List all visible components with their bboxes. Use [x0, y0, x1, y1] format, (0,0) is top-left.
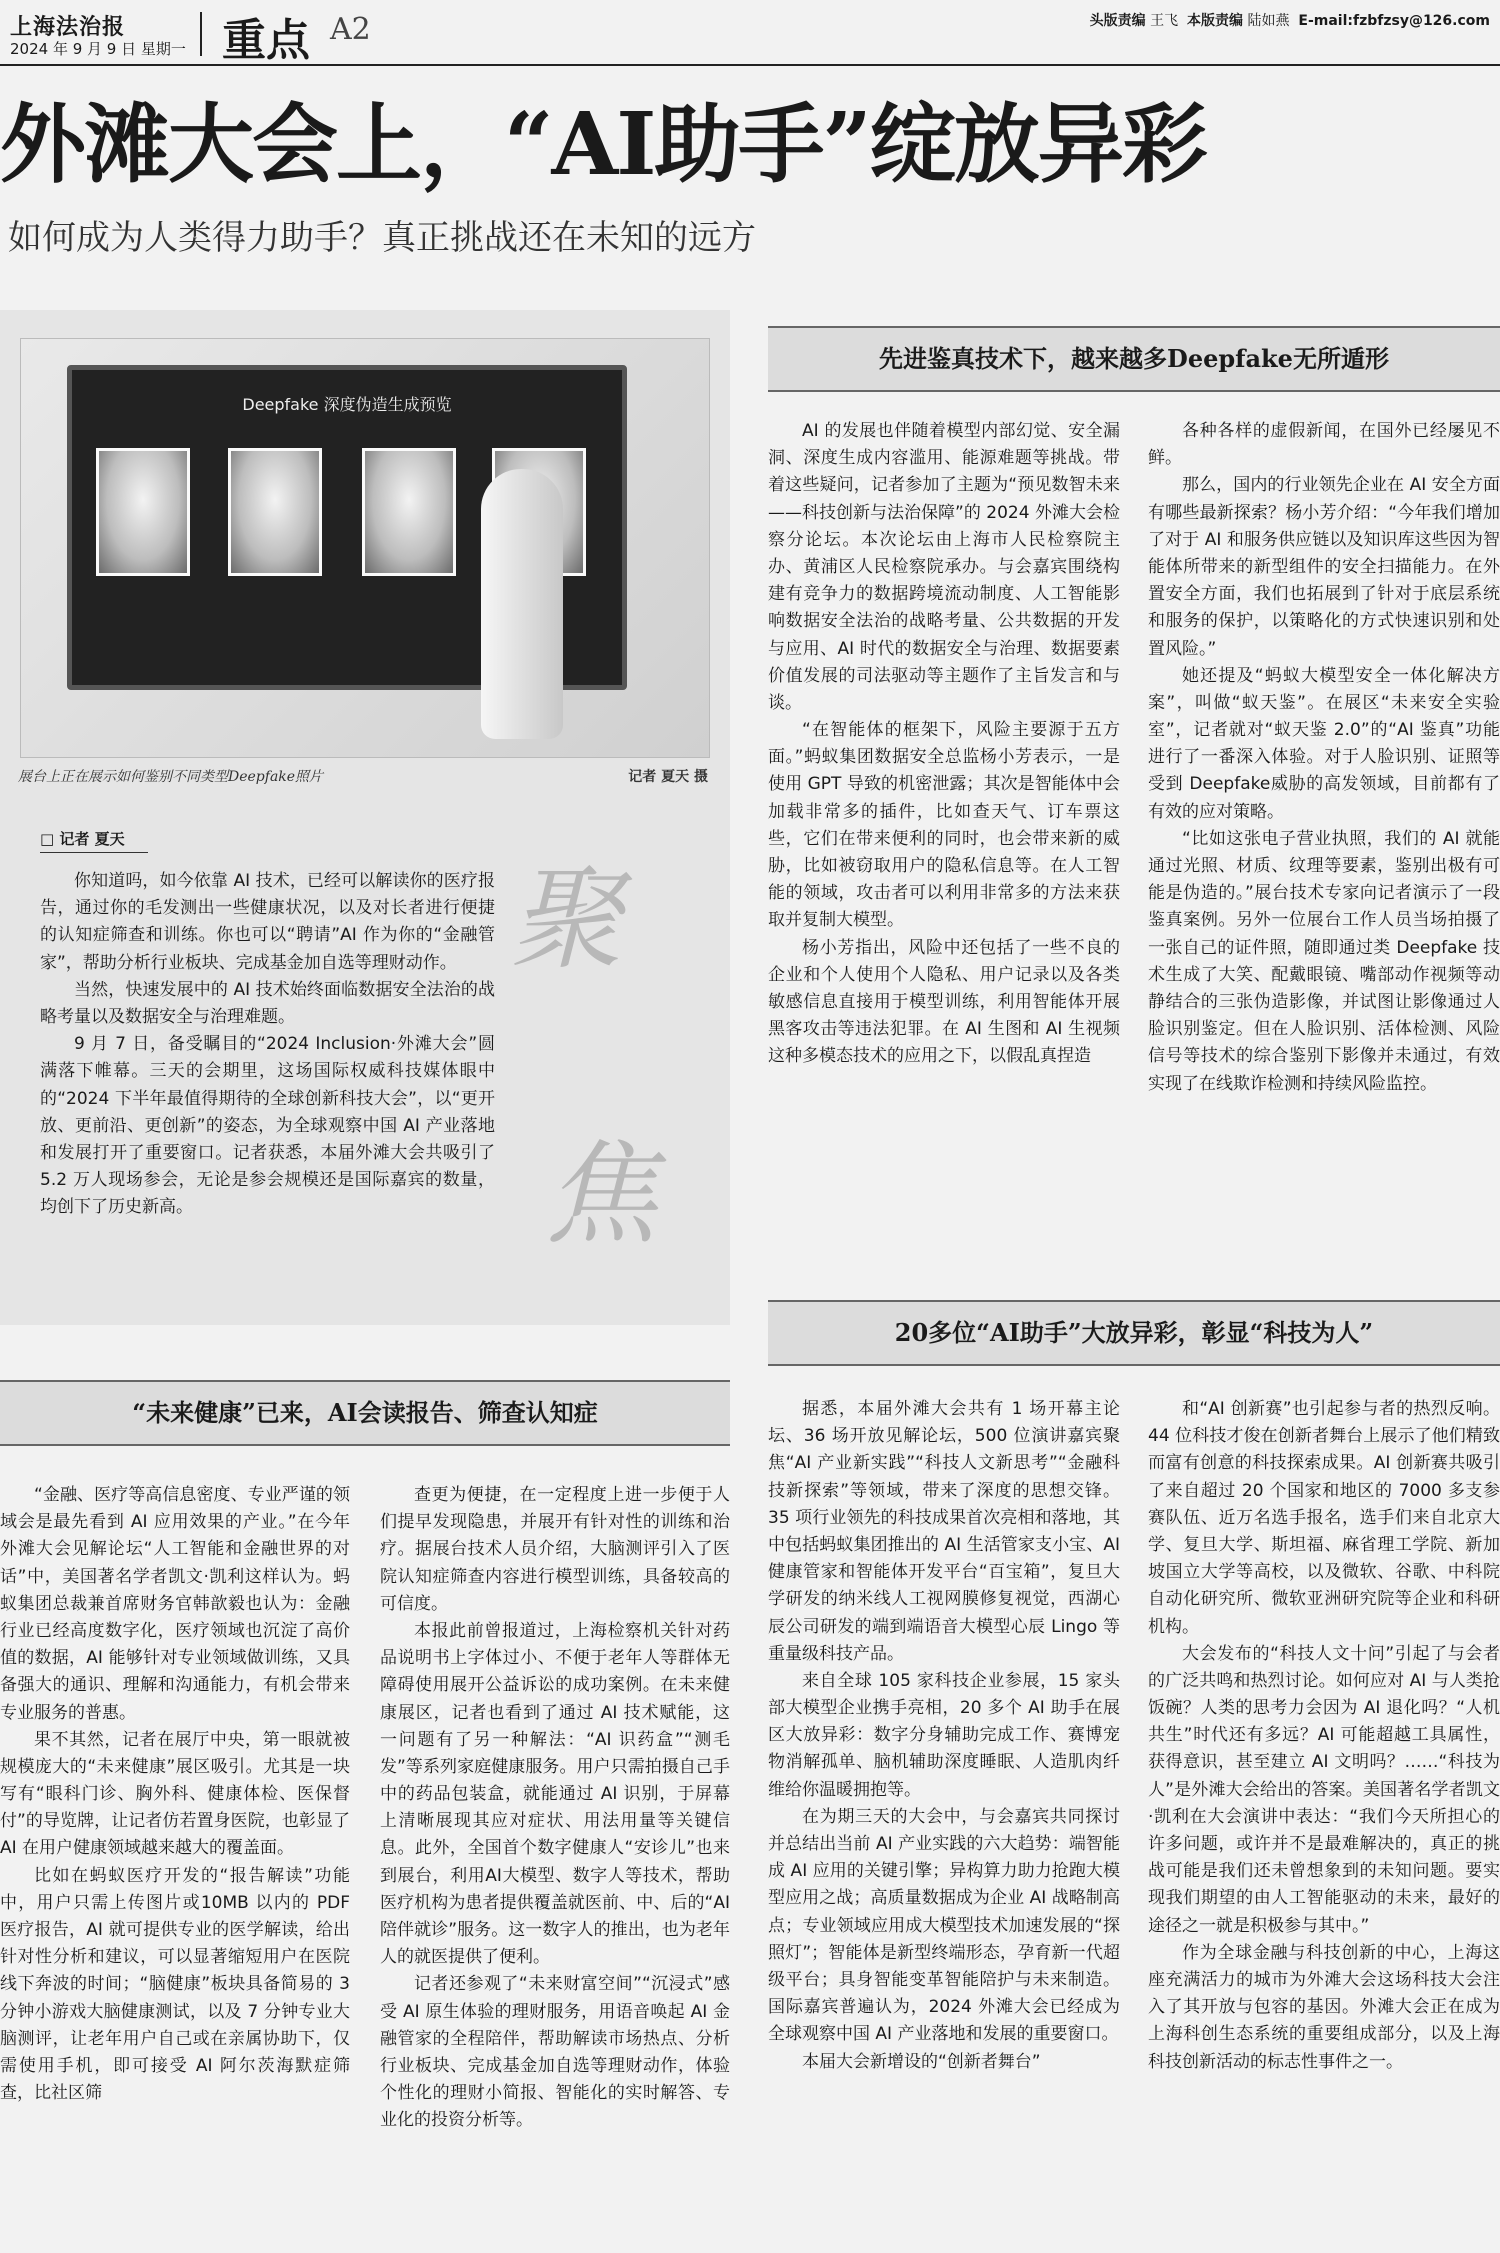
paragraph: 本届大会新增设的“创新者舞台” [802, 2051, 1041, 2072]
text-column [768, 418, 1120, 1238]
section-heading: 20多位“AI助手”大放异彩，彰显“科技为人” [768, 1300, 1500, 1366]
paragraph: 果不其然，记者在展厅中央，第一眼就被规模庞大的“未来健康”展区吸引。尤其是一块写有“眼科门诊、胸外科、健康体检、医保督付”的导览牌，让记者仿若置身医院，也彰显了 AI 在用户健康领域越来越大的覆盖面。 [0, 1729, 350, 1859]
paragraph: 本报此前曾报道过，上海检察机关针对药品说明书上字体过小、不便于老年人等群体无障碍使用展开公益诉讼的成功案例。在未来健康展区，记者也看到了通过 AI 技术赋能，这一问题有了另一种解法：“AI 识药盒”“测毛发”等系列家庭健康服务。用户只需拍摄自己手中的药品包装盒，就能通过 AI 识别，于屏幕上清晰展现其应对症状、用法用量等关键信息。此外，全国首个数字健康人“安诊儿”也来到展台，利用AI大模型、数字人等技术，帮助医疗机构为患者提供覆盖就医前、中、后的“AI 陪伴就诊”服务。这一数字人的推出，也为老年人的就医提供了便利。 [380, 1620, 730, 1968]
news-photo [20, 338, 710, 758]
issue-date: 2024 年 9 月 9 日 星期一 [10, 40, 186, 58]
paragraph: AI 的发展也伴随着模型内部幻觉、安全漏洞、深度生成内容滥用、能源难题等挑战。带着这些疑问，记者参加了主题为“预见数智未来——科技创新与法治保障”的 2024 外滩大会检察分论坛。本次论坛由上海市人民检察院主办、黄浦区人民检察院承办。与会嘉宾围绕构建有竞争力的数据跨境流动制度、人工智能影响数据安全法治的战略考量、公共数据的开发与应用、AI 时代的数据安全与治理、数据要素价值发展的司法驱动等主题作了主旨发言和与谈。 [768, 421, 1120, 713]
page-header [0, 0, 1500, 66]
paragraph: “比如这张电子营业执照，我们的 AI 就能通过光照、材质、纹理等要素，鉴别出极有可能是伪造的。”展台技术专家向记者演示了一段鉴真案例。另外一位展台工作人员当场拍摄了一张自己的证件照，随即通过类 Deepfake 技术生成了大笑、配戴眼镜、嘴部动作视频等动静结合的三张伪造影像，并试图让影像通过人脸识别鉴定。但在人脸识别、活体检测、风险信号等技术的综合鉴别下影像并未通过，有效实现了在线欺诈检测和持续风险监控。 [1148, 828, 1500, 1094]
face-portrait [362, 448, 456, 576]
face-portrait [228, 448, 322, 576]
paragraph: 9 月 7 日，备受瞩目的“2024 Inclusion·外滩大会”圆满落下帷幕。三天的会期里，这场国际权威科技媒体眼中的“2024 下半年最值得期待的全球创新科技大会”，以“更开放、更前沿、更创新”的姿态，为全球观察中国 AI 产业落地和发展打开了重要窗口。记者获悉，本届外滩大会共吸引了 5.2 万人现场参会，无论是参会规模还是国际嘉宾的数量，均创下了历史新高。 [40, 1034, 495, 1218]
byline-rule [40, 852, 148, 853]
paragraph: 杨小芳指出，风险中还包括了一些不良的企业和个人使用个人隐私、用户记录以及各类敏感信息直接用于模型训练，利用智能体开展黑客攻击等违法犯罪。在 AI 生图和 AI 生视频这种多模态技术的应用之下，以假乱真捏造 [768, 937, 1120, 1067]
editor-name: 陆如燕 [1247, 13, 1290, 29]
paragraph: 大会发布的“科技人文十问”引起了与会者的广泛共鸣和热烈讨论。如何应对 AI 与人类抢饭碗？人类的思考力会因为 AI 退化吗？“人机共生”时代还有多远？AI 可能超越工具属性，获得意识，甚至建立 AI 文明吗？……“科技为人”是外滩大会给出的答案。美国著名学者凯文·凯利在大会演讲中表达：“我们今天所担心的许多问题，或许并不是最难解决的，真正的挑战可能是我们还未曾想象到的未知问题。要实现我们期望的由人工智能驱动的未来，最好的途径之一就是积极参与其中。” [1148, 1643, 1500, 1936]
paragraph: 她还提及“蚂蚁大模型安全一体化解决方案”，叫做“蚁天鉴”。在展区“未来安全实验室”，记者就对“蚁天鉴 2.0”的“AI 鉴真”功能进行了一番深入体验。对于人脸识别、证照等受到 Deepfake威胁的高发领域，目前都有了有效的应对策略。 [1148, 665, 1500, 822]
section-name: 重点 [222, 15, 310, 66]
paragraph: 查更为便捷，在一定程度上进一步便于人们提早发现隐患，并展开有针对性的训练和治疗。据展台技术人员介绍，大脑测评引入了医院认知症筛查内容进行模型训练，具备较高的可信度。 [380, 1485, 730, 1614]
text-column [768, 1396, 1120, 2246]
paragraph: 你知道吗，如今依靠 AI 技术，已经可以解读你的医疗报告，通过你的毛发测出一些健康状况，以及对长者进行便捷的认知症筛查和训练。你也可以“聘请”AI 作为你的“金融管家”，帮助分析行业板块、完成基金加自选等理财动作。 [40, 871, 495, 973]
editor-role: 本版责编 [1187, 13, 1244, 29]
text-column [0, 1482, 350, 2247]
text-column [1148, 1396, 1500, 2246]
paragraph: 和“AI 创新赛”也引起参与者的热烈反响。44 位科技才俊在创新者舞台上展示了他们精致而富有创意的科技探索成果。AI 创新赛共吸引了来自超过 20 个国家和地区的 7000 多支参赛队伍、近万名选手报名，选手们来自北京大学、复旦大学、斯坦福、麻省理工学院、新加坡国立大学等高校，以及微软、谷歌、中科院自动化研究所、微软亚洲研究院等企业和科研机构。 [1148, 1399, 1500, 1637]
header-divider [200, 12, 202, 56]
editor-name: 王飞 [1150, 13, 1179, 29]
byline: □ 记者 夏天 [40, 830, 125, 848]
masthead: 上海法治报 [10, 14, 126, 40]
face-portrait [96, 448, 190, 576]
headline: 外滩大会上，“AI助手”绽放异彩 [0, 94, 1206, 195]
paragraph: 据悉，本届外滩大会共有 1 场开幕主论坛、36 场开放见解论坛，500 位演讲嘉宾聚焦“AI 产业新实践”“科技人文新思考”“金融科技新探索”等领域，带来了深度的思想交锋。35 项行业领先的科技成果首次亮相和落地，其中包括蚂蚁集团推出的 AI 生活管家支小宝、AI 健康管家和智能体开发平台“百宝箱”，复旦大学研发的纳米线人工视网膜修复视觉，西湖心辰公司研发的端到端语音大模型心辰 Lingo 等重量级科技产品。 [768, 1399, 1120, 1664]
page-number: A2 [330, 12, 371, 47]
editor-role: 头版责编 [1089, 13, 1146, 29]
paragraph: “在智能体的框架下，风险主要源于五方面。”蚂蚁集团数据安全总监杨小芳表示，一是使用 GPT 导致的机密泄露；其次是智能体中会加载非常多的插件，比如查天气、订车票这些，它们在带来便利的同时，也会带来新的威胁，比如被窃取用户的隐私信息等。在人工智能的领域，攻击者可以利用非常多的方法来获取并复制大模型。 [768, 720, 1120, 931]
text-column [1148, 418, 1500, 1238]
paragraph: 作为全球金融与科技创新的中心，上海这座充满活力的城市为外滩大会这场科技大会注入了其开放与包容的基因。外滩大会正在成为上海科创生态系统的重要组成部分，以及上海科技创新活动的标志性事件之一。 [1148, 1942, 1500, 2072]
text-column [380, 1482, 730, 2247]
section-heading: “未来健康”已来，AI会读报告、筛查认知症 [0, 1380, 730, 1446]
paragraph: 比如在蚂蚁医疗开发的“报告解读”功能中，用户只需上传图片或10MB 以内的 PDF 医疗报告，AI 就可提供专业的医学解读，给出针对性分析和建议，可以显著缩短用户在医院线下奔波的时间；“脑健康”板块具备简易的 3 分钟小游戏大脑健康测试，以及 7 分钟专业大脑测评，让老年用户自己或在亲属协助下，仅需使用手机，即可接受 AI 阿尔茨海默症筛查，比社区筛 [0, 1865, 350, 2104]
subheadline: 如何成为人类得力助手？真正挑战还在未知的远方 [8, 218, 756, 258]
photo-caption [18, 766, 708, 786]
paragraph: “金融、医疗等高信息密度、专业严谨的领域会是最先看到 AI 应用效果的产业。”在今年外滩大会见解论坛“人工智能和金融世界的对话”中，美国著名学者凯文·凯利这样认为。蚂蚁集团总裁兼首席财务官韩歆毅也认为：金融行业已经高度数字化，医疗领域也沉淀了高价值的数据，AI 能够针对专业领域做训练，又具备强大的通识、理解和沟通能力，有机会带来专业服务的普惠。 [0, 1485, 350, 1723]
editor-email[interactable]: E-mail:fzbfzsy@126.com [1298, 13, 1490, 29]
section-heading: 先进鉴真技术下，越来越多Deepfake无所遁形 [768, 326, 1500, 392]
paragraph: 记者还参观了“未来财富空间”“沉浸式”感受 AI 原生体验的理财服务，用语音唤起 AI 金融管家的全程陪伴，帮助解读市场热点、分析行业板块、完成基金加自选等理财动作，体验个性化的理财小简报、智能化的实时解答、专业化的投资分析等。 [380, 1974, 730, 2131]
lead-text [40, 868, 495, 1221]
photo-caption-text: 展台上正在展示如何鉴别不同类型Deepfake照片 [18, 769, 324, 785]
paragraph: 在为期三天的大会中，与会嘉宾共同探讨并总结出当前 AI 产业实践的六大趋势：端智能成 AI 应用的关键引擎；异构算力助力抢跑大模型应用之战；高质量数据成为企业 AI 战略制高点；专业领域应用成大模型技术加速发展的“探照灯”；智能体是新型终端形态，孕育新一代超级平台；具身智能变革智能陪护与未来制造。国际嘉宾普遍认为，2024 外滩大会已经成为全球观察中国 AI 产业落地和发展的重要窗口。 [768, 1806, 1120, 2045]
photo-credit: 记者 夏天 摄 [628, 769, 708, 785]
paragraph: 各种各样的虚假新闻，在国外已经屡见不鲜。 [1148, 421, 1500, 469]
focus-char: 焦 [545, 1130, 657, 1260]
editor-credits [1090, 10, 1490, 30]
focus-char: 聚 [510, 855, 622, 985]
paragraph: 来自全球 105 家科技企业参展，15 家头部大模型企业携手亮相，20 多个 AI 助手在展区大放异彩：数字分身辅助完成工作、赛博宠物消解孤单、脑机辅助深度睡眠、人造肌肉纤维给你温暖拥抱等。 [768, 1670, 1120, 1800]
paragraph: 那么，国内的行业领先企业在 AI 安全方面有哪些最新探索？杨小芳介绍：“今年我们增加了对于 AI 和服务供应链以及知识库这些因为智能体所带来的新型组件的安全扫描能力。在外置安全方面，我们也拓展到了针对于底层系统和服务的保护，以策略化的方式快速识别和处置风险。” [1148, 475, 1500, 659]
photo-screen-title: Deepfake 深度伪造生成预览 [242, 395, 452, 414]
robot-arm [481, 469, 563, 739]
paragraph: 当然，快速发展中的 AI 技术始终面临数据安全法治的战略考量以及数据安全与治理难题。 [40, 979, 495, 1027]
